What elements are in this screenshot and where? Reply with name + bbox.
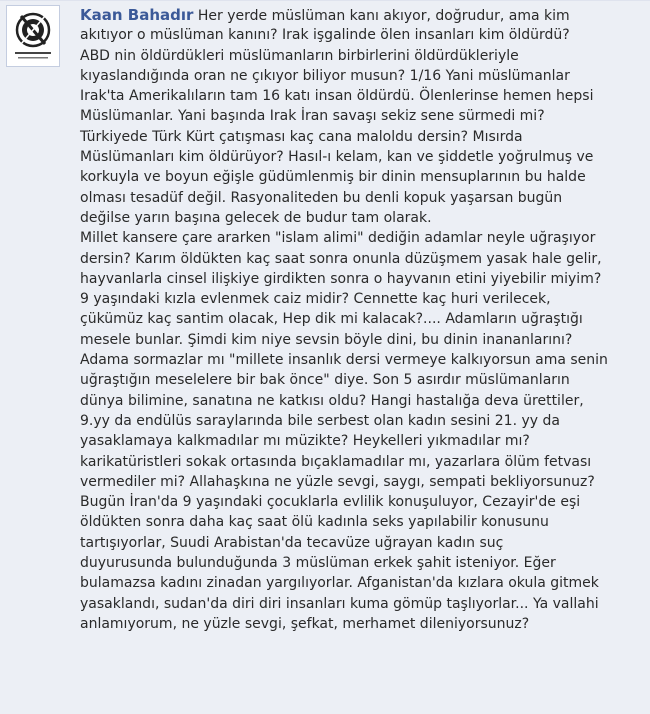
comment-line-text: Her yerde müslüman kanı akıyor, doğrudur, ama kim — [197, 8, 570, 24]
author-name-link[interactable]: Kaan Bahadır — [80, 6, 194, 24]
comment-line-text: anlamıyorum, ne yüzle sevgi, şefkat, merhamet dileniyorsunuz? — [80, 615, 530, 632]
comment-line — [80, 208, 640, 228]
comment-line — [80, 512, 640, 532]
comment-line-text: olması tesadüf değil. Rasyonaliteden bu denli kopuk yaşarsan bugün — [80, 189, 563, 206]
comment-line — [80, 452, 640, 472]
comment-line — [80, 86, 640, 106]
comment-line-text: 9.yy da endülüs saraylarında bile serbest olan kadın sesini 21. yy da — [80, 412, 560, 429]
comment-line — [80, 5, 640, 25]
comment-line — [80, 147, 640, 167]
comment-text — [80, 5, 640, 634]
comment-line-text: Adama sormazlar mı "millete insanlık dersi vermeye kalkıyorsun ama senin — [80, 352, 608, 369]
comment-line-text: Müslümanları kim öldürüyor? Hasıl-ı kelam, kan ve şiddetle yoğrulmuş ve — [80, 149, 594, 166]
comment-line-text: 9 yaşındaki kızla evlenmek caiz midir? Cennette kaç huri verilecek, — [80, 291, 551, 308]
comment-line — [80, 188, 640, 208]
comment-line-text: uğraştığın meselelere bir bak önce" diye. Son 5 asırdır müslümanların — [80, 372, 570, 389]
comment-line — [80, 249, 640, 269]
comment-line-text: çükümüz kaç santim olacak, Hep dik mi kalacak?.... Adamların uğraştığı — [80, 311, 583, 328]
comment-line — [80, 289, 640, 309]
comment-line-text: tartışıyorlar, Suudi Arabistan'da tecavüze uğrayan kadın suç — [80, 534, 504, 551]
comment-line — [80, 269, 640, 289]
comment-line-text: değilse yarın başına gelecek de budur tam olarak. — [80, 209, 432, 226]
comment-line-text: dünya bilimine, sanatına ne katkısı oldu? Hangi hastalığa deva ürettiler, — [80, 392, 584, 409]
comment-line — [80, 350, 640, 370]
comment-line — [80, 228, 640, 248]
comment-actions-row — [80, 707, 640, 714]
comment-line — [80, 167, 640, 187]
comment-line — [80, 25, 640, 45]
comment-line — [80, 431, 640, 451]
comment-line-text: akıtıyor o müslüman kanını? Irak işgalinde ölen insanları kim öldürdü? — [80, 27, 570, 44]
comment-line-text: Bugün İran'da 9 yaşındaki çocuklarla evlilik konuşuluyor, Cezayir'de eşi — [80, 494, 581, 511]
comment-line-text: dersin? Karım öldükten kaç saat sonra onunla düzüşmem yasak hale gelir, — [80, 250, 602, 267]
comment-line-text: duyurusunda bulunduğunda 3 müslüman erkek şahit isteniyor. Eğer — [80, 555, 556, 572]
comment-line-text: hayvanlarla cinsel ilişkiye girdikten sonra o hayvanın etini yiyebilir miyim? — [80, 270, 602, 287]
comment-line — [80, 533, 640, 553]
comment-line — [80, 411, 640, 431]
comment-line — [80, 391, 640, 411]
comment-line — [80, 66, 640, 86]
comment-line-text: Müslümanlar. Yani başında Irak İran savaşı sekiz sene sürmedi mi? — [80, 108, 545, 125]
comment-line-text: Irak'ta Amerikalıların tam 16 katı insan öldürdü. Ölenlerinse hemen hepsi — [80, 88, 594, 105]
comment-line — [80, 46, 640, 66]
comment-line — [80, 127, 640, 147]
comment-line — [80, 472, 640, 492]
comment-line-text: Millet kansere çare ararken "islam alimi" dediğin adamlar neyle uğraşıyor — [80, 230, 596, 247]
comment-line — [80, 309, 640, 329]
comment-line — [80, 594, 640, 614]
comment-line-text: karikatüristleri sokak ortasında bıçaklamadılar mı, yazarlara ölüm fetvası — [80, 453, 592, 470]
comment-line-text: vermediler mi? Allahaşkına ne yüzle sevgi, saygı, sempati bekliyorsunuz? — [80, 473, 595, 490]
comment-line-text: ABD nin öldürdükleri müslümanların birbirlerini öldürdükleriyle — [80, 47, 519, 64]
comment-line — [80, 614, 640, 634]
comment-line-text: kıyaslandığında oran ne çıkıyor biliyor musun? 1/16 Yani müslümanlar — [80, 67, 570, 84]
avatar[interactable] — [6, 5, 60, 67]
comment-line-text: yasaklandı, sudan'da diri diri insanları kuma gömüp taşlıyorlar... Ya vallahi — [80, 595, 599, 612]
comment-line-text: mesele bunlar. Şimdi kim niye sevsin böyle dini, bu dinin inananlarını? — [80, 331, 573, 348]
comment-line-text: Türkiyede Türk Kürt çatışması kaç cana maloldu dersin? Mısırda — [80, 128, 523, 145]
comment-line-text: öldükten sonra daha kaç saat ölü kadınla seks yapılabilir konusunu — [80, 514, 549, 531]
comment-line — [80, 370, 640, 390]
comment-line-text: bulamazsa kadını zinadan yargılıyorlar. Afganistan'da kızlara okula gitmek — [80, 575, 599, 592]
comment-line-text: yasaklamaya kalkmadılar mı müzikte? Heykelleri yıkmadılar mı? — [80, 433, 530, 450]
comment-line — [80, 492, 640, 512]
comment-line-text: korkuyla ve boyun eğişle güdümlenmiş bir dinin mensuplarının bu halde — [80, 169, 586, 186]
comment-line — [80, 330, 640, 350]
comment-line — [80, 553, 640, 573]
avatar-logo-icon — [7, 6, 59, 66]
comment-line — [80, 573, 640, 593]
comment-line — [80, 106, 640, 126]
